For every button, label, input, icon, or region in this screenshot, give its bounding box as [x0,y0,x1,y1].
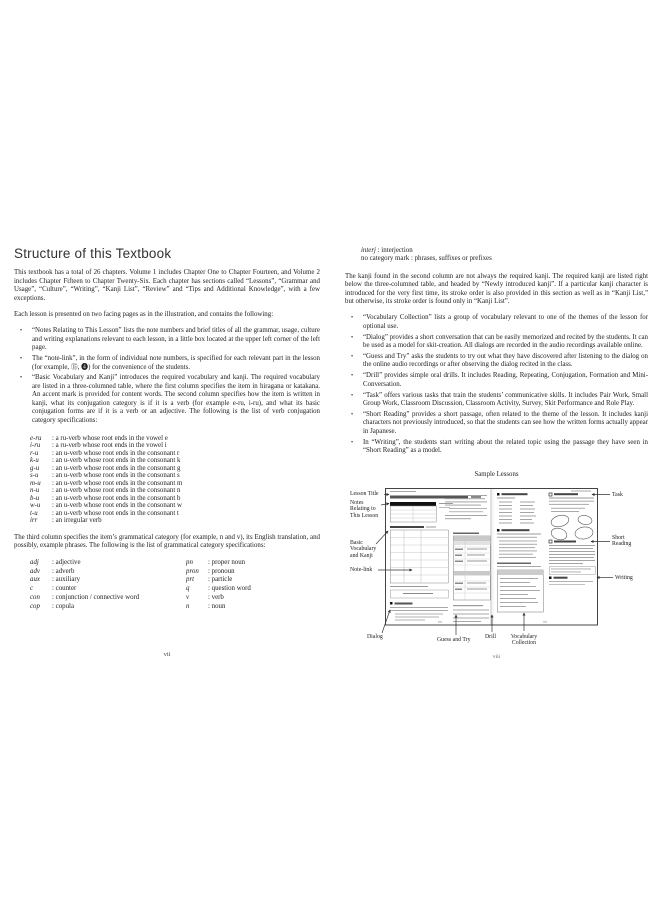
label-note-link: Note-link [350,567,373,573]
list-item: • “Guess and Try” asks the students to try out what they have discovered after listening to the dialog on the online audio recordings or after observing the dialog recited in the class. [351,353,648,369]
bullet-icon: • [20,375,23,382]
category-row: n : noun [186,602,226,610]
page-number-left: vii [163,651,171,658]
verb-category-row: irr : an irregular verb [30,517,102,525]
verb-conjugation-list [30,435,320,525]
grammatical-category-list [30,559,320,612]
category-row: prt : particle [186,576,233,584]
label-vocabulary-collection: Vocabulary Collection [510,634,538,647]
category-row: cop : copula [30,602,75,610]
list-item: • The “note-link”, in the form of individual note numbers, is specified for each relevant part in the lesson (for example, ⑮, ❹) for the convenience of the students. [20,355,320,371]
sample-lesson-diagram [345,487,648,659]
bullet-icon: • [20,328,23,335]
bullet-icon: • [351,439,354,446]
verb-category-row: b-u : an u-verb whose root ends in the consonant b [30,494,181,502]
label-writing: Writing [615,574,633,581]
verb-category-row: w-u : an u-verb whose root ends in the consonant w [30,502,182,510]
bullet-icon: • [351,373,354,380]
list-item: • “Basic Vocabulary and Kanji” introduces the required vocabulary and kanji. The required vocabulary are listed in a three-columned table, where the first column specifies the item in hiragana or katakana. An accent mark is provided for content words. The second column specifies how the item is written in kanji, what its conjugation category is if it is a verb (for example e-ru, i-ru), and what its basic conjugation forms are if it is a verb or an adjective. The following is the list of verb conjugation category specifications: [20,374,320,424]
verb-category-row: n-u : an u-verb whose root ends in the consonant n [30,487,181,495]
page-title: Structure of this Textbook [14,246,172,261]
category-row: interj : interjection [361,247,413,254]
category-row: pron : pronoun [186,567,235,575]
lesson-components-list [14,327,320,424]
list-item: • “Short Reading” provides a short passage, often related to the theme of the lesson. It includes kanji characters not previously introduced, so that the students can see how the written forms actually appear in Japanese. [351,411,648,435]
category-row: q : question word [186,585,251,593]
left-page [14,246,320,612]
list-item: • “Dialog” provides a short conversation that can be easily memorized and recited by the students. It can be used as a model for skit-creation. All dialogs are recorded in the audio recordings available online. [351,333,648,350]
label-task: Task [612,491,623,498]
bullet-icon: • [20,356,23,363]
sample-lessons-heading: Sample Lessons [474,471,519,478]
page-number-right: viii [492,654,501,660]
category-list-continued [361,247,648,264]
bullet-icon: • [351,334,354,341]
label-short-reading: Short Reading [612,535,632,548]
bullet-icon: • [351,315,354,322]
label-guess-and-try: Guess and Try [437,637,471,643]
category-row: adv : adverb [30,567,75,575]
category-row: no category mark : phrases, suffixes or prefixes [361,255,492,263]
list-item: • In “Writing”, the students start writing about the related topic using the passage they have seen in “Short Reading” as a model. [351,438,648,455]
verb-category-row: r-u : an u-verb whose root ends in the consonant r [30,449,180,457]
verb-category-row: s-u : an u-verb whose root ends in the consonant s [30,472,180,480]
verb-category-row: t-u : an u-verb whose root ends in the consonant t [30,509,179,517]
list-item: • “Task” offers various tasks that train the students’ communicative skills. It includes Pair Work, Small Group Work, Classroom Discussion, Classroom Activity, Survey, Skit Performance and Role Play. [351,391,648,408]
bullet-icon: • [351,412,354,418]
verb-category-row: g-u : an u-verb whose root ends in the consonant g [30,464,181,472]
category-row: v : verb [186,593,224,601]
bullet-icon: • [351,392,354,399]
verb-category-row: k-u : an u-verb whose root ends in the consonant k [30,457,181,465]
kanji-paragraph: The kanji found in the second column are not always the required kanji. The required kanji are listed right below the three-columned table, and headed by “Newly introduced kanji”. If a particular kanji character is introduced for the very first time, its stroke order is also provided in this section as well as in “Kanji List,” but otherwise, its stroke order is found only in “Kanji List”. [345,272,648,306]
label-drill: Drill [485,634,496,640]
list-item: • “Drill” provides simple oral drills. It includes Reading, Repeating, Conjugation, Formation and Mini-Conversation. [351,372,648,388]
category-row: c : counter [30,585,77,593]
category-row: aux : auxiliary [30,576,81,584]
verb-category-row: m-u : an u-verb whose root ends in the consonant m [30,479,183,487]
verb-category-row: e-ru : a ru-verb whose root ends in the vowel e [30,434,168,442]
lesson-layout-paragraph: Each lesson is presented on two facing pages as in the illustration, and contains the following: [14,311,274,319]
label-dialog: Dialog [367,634,383,640]
lesson-components-list-continued [345,314,648,455]
third-column-paragraph: The third column specifies the item’s grammatical category (for example, n and v), its English translation, and possibly, example phrases. The following is the list of grammatical category specifications: [14,533,320,550]
label-notes-relating: Notes Relating to This Lesson [350,500,379,519]
right-page [345,247,648,464]
category-row: con : conjunction / connective word [30,593,140,601]
verb-category-row: i-ru : a ru-verb whose root ends in the vowel i [30,442,167,450]
intro-paragraph: This textbook has a total of 26 chapters. Volume 1 includes Chapter One to Chapter Fourteen, and Volume 2 includes Chapter Fifteen to Chapter Twenty-Six. Each chapter has sections called “Lessons”, “Grammar and Usage”, “Culture”, “Writing”, “Kanji List”, “Review” and “Tips and Additional Knowledge”, with a few exceptions. [14,269,320,302]
bullet-icon: • [351,354,354,361]
category-row: adj : adjective [30,558,81,566]
label-lesson-title: Lesson Title [350,491,379,497]
label-basic-vocabulary: Basic Vocabulary and Kanji [350,540,377,559]
category-row: pn : proper noun [186,558,246,566]
sample-lesson-illustration [345,487,648,659]
list-item: • “Notes Relating to This Lesson” lists the note numbers and brief titles of all the grammar, usage, culture and writing explanations relevant to each lesson, in a little box located at the upper left corner of the left page. [20,327,320,352]
list-item: • “Vocabulary Collection” lists a group of vocabulary relevant to one of the themes of the lesson for optional use. [351,314,648,330]
